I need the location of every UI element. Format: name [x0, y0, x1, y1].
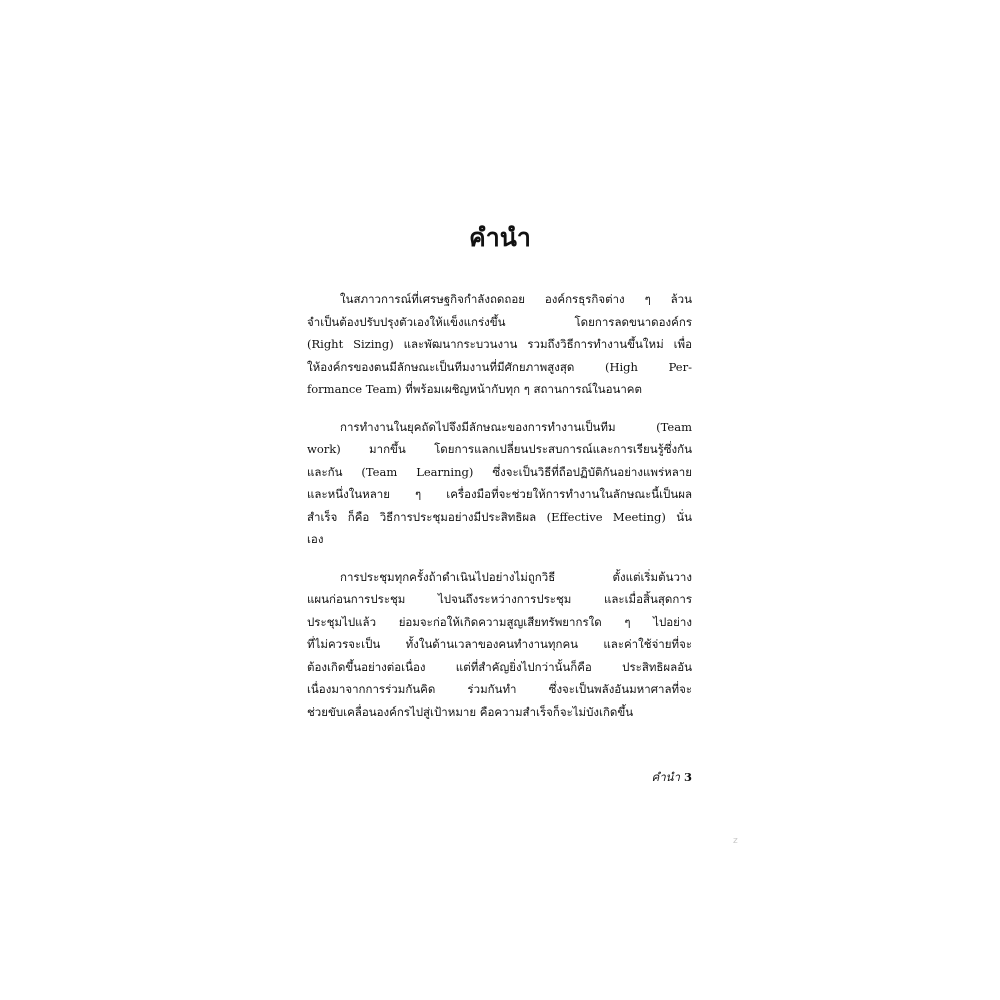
- page-footer: [500, 768, 692, 786]
- footer-section-label: คำนำ: [651, 770, 680, 784]
- text-line: ช่วยขับเคลื่อนองค์กรไปสู่เป้าหมาย คือความสำเร็จก็จะไม่บังเกิดขึ้น: [307, 704, 634, 719]
- text-line: เอง: [307, 532, 324, 546]
- paragraph-3: [307, 566, 692, 724]
- text-line: แผนก่อนการประชุม ไปจนถึงระหว่างการประชุม และเมื่อสิ้นสุดการ: [307, 592, 692, 606]
- paragraph-1: [307, 288, 692, 401]
- text-line: และกัน (Team Learning) ซึ่งจะเป็นวิธีที่ถือปฏิบัติกันอย่างแพร่หลาย: [307, 464, 692, 479]
- corner-mark: z: [733, 836, 738, 846]
- text-line: ให้องค์กรของตนมีลักษณะเป็นทีมงานที่มีศักยภาพสูงสุด (High Per-: [307, 359, 692, 374]
- text-line: (Right Sizing) และพัฒนากระบวนงาน รวมถึงวิธีการทำงานขึ้นใหม่ เพื่อ: [307, 337, 692, 351]
- text-line: ประชุมไปแล้ว ย่อมจะก่อให้เกิดความสูญเสียทรัพยากรใด ๆ ไปอย่าง: [307, 614, 692, 629]
- text-line: formance Team) ที่พร้อมเผชิญหน้ากับทุก ๆ สถานการณ์ในอนาคต: [307, 382, 642, 396]
- text-line: ต้องเกิดขึ้นอย่างต่อเนื่อง แต่ที่สำคัญยิ่งไปกว่านั้นก็คือ ประสิทธิผลอัน: [307, 659, 692, 674]
- paragraph-2: [307, 416, 692, 551]
- page-title: คำนำ: [469, 223, 531, 252]
- text-line: ที่ไม่ควรจะเป็น ทั้งในด้านเวลาของคนทำงานทุกคน และค่าใช้จ่ายที่จะ: [307, 637, 692, 651]
- text-line: จำเป็นต้องปรับปรุงตัวเองให้แข็งแกร่งขึ้น โดยการลดขนาดองค์กร: [307, 314, 692, 329]
- text-line: การทำงานในยุคถัดไปจึงมีลักษณะของการทำงานเป็นทีม (Team: [340, 419, 692, 434]
- text-line: เนื่องมาจากการร่วมกันคิด ร่วมกันทำ ซึ่งจะเป็นพลังอันมหาศาลที่จะ: [307, 682, 692, 696]
- preface-body: [307, 288, 692, 738]
- text-line: การประชุมทุกครั้งถ้าดำเนินไปอย่างไม่ถูกวิธี ตั้งแต่เริ่มต้นวาง: [340, 569, 692, 584]
- text-line: สำเร็จ ก็คือ วิธีการประชุมอย่างมีประสิทธิผล (Effective Meeting) นั่น: [307, 509, 692, 524]
- text-line: และหนึ่งในหลาย ๆ เครื่องมือที่จะช่วยให้การทำงานในลักษณะนี้เป็นผล: [307, 487, 692, 501]
- text-line: work) มากขึ้น โดยการแลกเปลี่ยนประสบการณ์และการเรียนรู้ซึ่งกัน: [307, 442, 692, 456]
- text-line: ในสภาวการณ์ที่เศรษฐกิจกำลังถดถอย องค์กรธุรกิจต่าง ๆ ล้วน: [340, 292, 692, 306]
- page-number: 3: [683, 770, 692, 784]
